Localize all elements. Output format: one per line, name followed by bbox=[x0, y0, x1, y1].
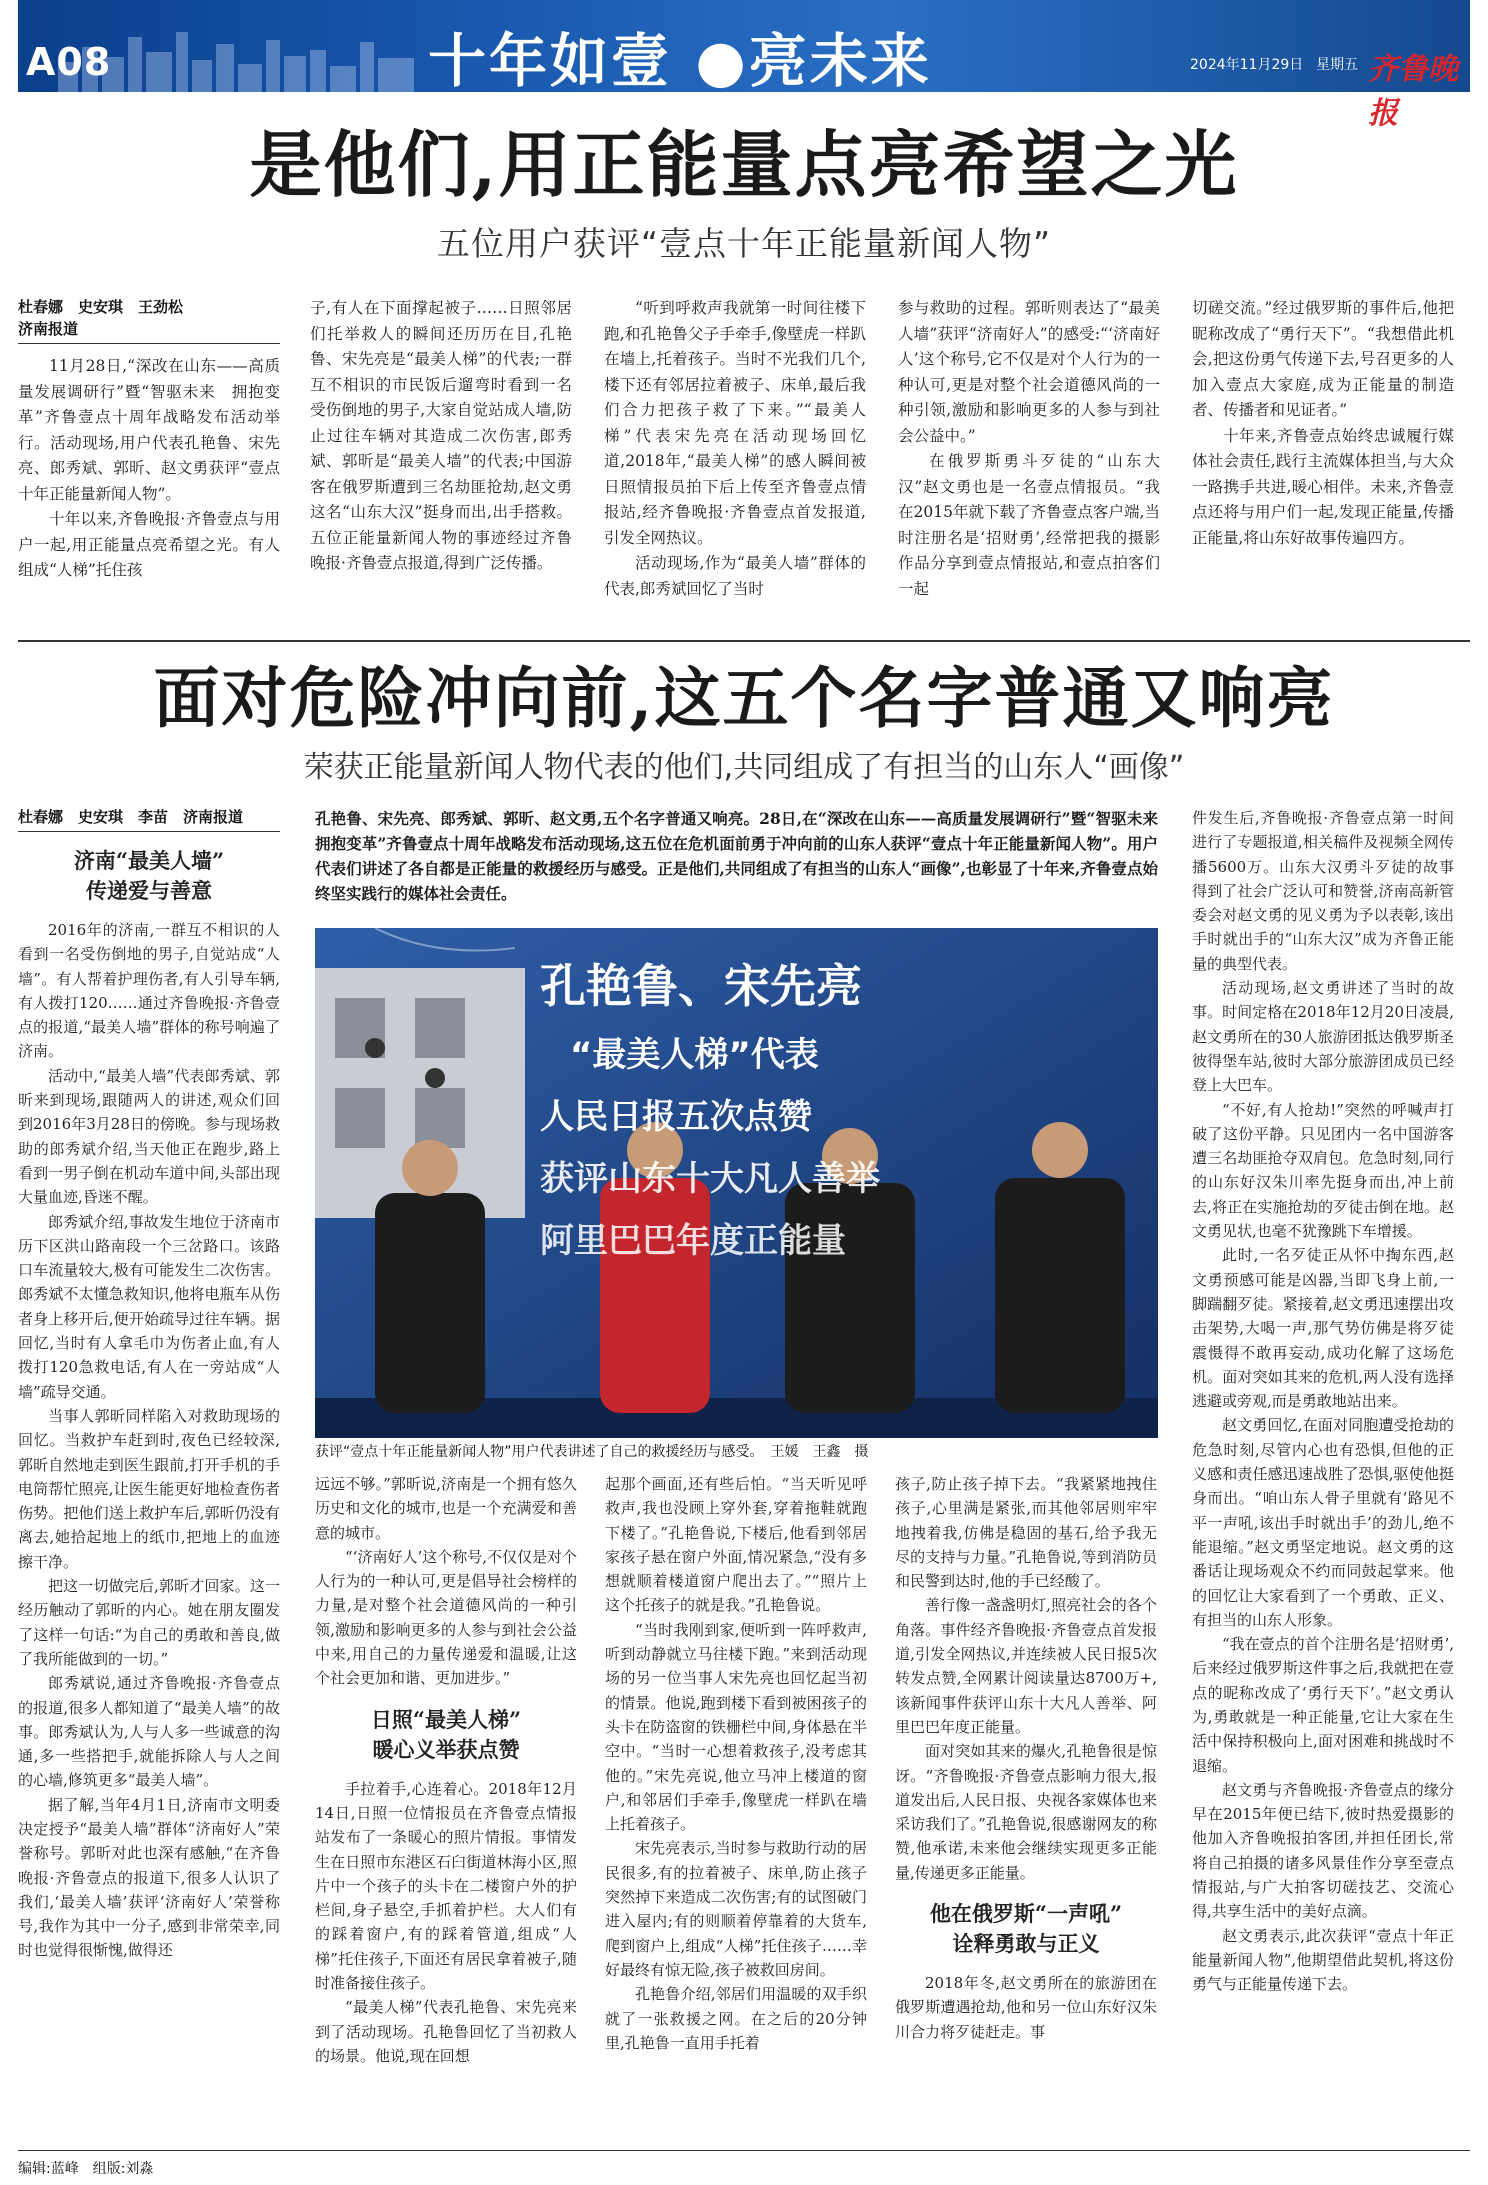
event-photo bbox=[315, 928, 1158, 1438]
article1-byline bbox=[18, 296, 280, 344]
footer-rule bbox=[18, 2150, 1470, 2151]
paragraph: 当事人郭昕同样陷入对救助现场的回忆。当救护车赶到时,夜色已经较深,郭昕自然地走到医生跟前,打开手机的手电筒帮忙照亮,让医生能更好地检查伤者伤势。把他们送上救护车后,郭昕仍没有离去,她拾起地上的纸巾,把地上的血迹擦干净。 bbox=[18, 1406, 280, 1571]
article1-authors: 杜春娜 史安琪 王劲松 bbox=[18, 298, 184, 316]
section-title: 十年如壹 ●亮未来 bbox=[428, 27, 932, 95]
paragraph: 活动现场,赵文勇讲述了当时的故事。时间定格在2018年12月20日凌晨,赵文勇所在的30人旅游团抵达俄罗斯圣彼得堡车站,彼时大部分旅游团成员已经登上大巴车。 bbox=[1192, 979, 1454, 1095]
paragraph: 2018年冬,赵文勇所在的旅游团在俄罗斯遭遇抢劫,他和另一位山东好汉朱川合力将歹徒赶走。事 bbox=[895, 1974, 1157, 2041]
footer-editor-credit: 编辑:蓝峰 组版:刘淼 bbox=[18, 2161, 154, 2177]
paragraph: “不好,有人抢劫!”突然的呼喊声打破了这份平静。只见团内一名中国游客遭三名劫匪抢夺双肩包。危急时刻,同行的山东好汉朱川率先挺身而出,冲上前去,将正在实施抢劫的歹徒击倒在地。赵文勇见状,也毫不犹豫跳下车增援。 bbox=[1192, 1100, 1454, 1241]
paragraph: 郎秀斌说,通过齐鲁晚报·齐鲁壹点的报道,很多人都知道了“最美人墙”的故事。郎秀斌认为,人与人多一些诚意的沟通,多一些搭把手,就能拆除人与人之间的心墙,修筑更多“最美人墙”。 bbox=[18, 1674, 280, 1790]
subhead-jinan-wall: 济南“最美人墙” 传递爱与善意 bbox=[73, 848, 225, 903]
subhead-rizhao-ladder: 日照“最美人梯” 暖心义举获点赞 bbox=[370, 1706, 522, 1762]
paragraph: 赵文勇与齐鲁晚报·齐鲁壹点的缘分早在2015年便已结下,彼时热爱摄影的他加入齐鲁晚报拍客团,并担任团长,常将自己拍摄的诸多风景佳作分享至壹点情报站,与广大拍客切磋技艺、交流心得,共享生活中的美好点滴。 bbox=[1192, 1780, 1454, 1921]
paragraph: 2016年的济南,一群互不相识的人看到一名受伤倒地的男子,自觉站成“人墙”。有人帮着护理伤者,有人引导车辆,有人拨打120……通过齐鲁晚报·齐鲁壹点的报道,“最美人墙”群体的称号响遍了济南。 bbox=[18, 921, 280, 1061]
subhead-russia-roar: 他在俄罗斯“一声吼” 诠释勇敢与正义 bbox=[929, 1901, 1123, 1957]
paragraph: 远远不够。”郭昕说,济南是一个拥有悠久历史和文化的城市,也是一个充满爱和善意的城市。 bbox=[315, 1475, 577, 1542]
photo-caption: 获评“壹点十年正能量新闻人物”用户代表讲述了自己的救援经历与感受。 王媛 王鑫 摄 bbox=[315, 1444, 869, 1460]
paragraph: 件发生后,齐鲁晚报·齐鲁壹点第一时间进行了专题报道,相关稿件及视频全网传播5600万。山东大汉勇斗歹徒的故事得到了社会广泛认可和赞誉,济南高新管委会对赵文勇的见义勇为予以表彰,该出手时就出手的“山东大汉”成为齐鲁正能量的典型代表。 bbox=[1192, 809, 1454, 973]
paragraph: 参与救助的过程。郭昕则表达了“最美人墙”获评“济南好人”的感受:“‘济南好人’这个称号,它不仅是对个人行为的一种认可,更是对整个社会道德风尚的一种引领,激励和影响更多的人参与到社会公益中。” bbox=[898, 299, 1160, 445]
paragraph: 面对突如其来的爆火,孔艳鲁很是惊讶。“齐鲁晚报·齐鲁壹点影响力很大,报道发出后,人民日报、央视各家媒体也来采访我们了。”孔艳鲁说,很感谢网友的称赞,他承诺,未来他会继续实现更多正能量,传递更多正能量。 bbox=[895, 1742, 1157, 1882]
paragraph: 此时,一名歹徒正从怀中掏东西,赵文勇预感可能是凶器,当即飞身上前,一脚踹翻歹徒。紧接着,赵文勇迅速摆出攻击架势,大喝一声,那气势仿佛是将歹徒震慑得不敢再妄动,成功化解了这场危机。面对突如其来的危机,两人没有选择逃避或旁观,而是勇敢地站出来。 bbox=[1192, 1246, 1454, 1411]
paragraph: “听到呼救声我就第一时间往楼下跑,和孔艳鲁父子手牵手,像壁虎一样趴在墙上,托着孩子。当时不光我们几个,楼下还有邻居拉着被子、床单,最后我们合力把孩子救了下来。”“最美人梯”代表宋先亮在活动现场回忆道,2018年,“最美人梯”的感人瞬间被日照情报员拍下后上传至齐鲁壹点情报站,经齐鲁晚报·齐鲁壹点首发报道,引发全网热议。 bbox=[604, 299, 866, 547]
page-number: A08 bbox=[26, 40, 112, 84]
article1-column-3 bbox=[604, 296, 866, 602]
paragraph: “当时我刚到家,便听到一阵呼救声,听到动静就立马往楼下跑。”来到活动现场的另一位当事人宋先亮也回忆起当初的情景。他说,跑到楼下看到被困孩子的头卡在防盗窗的铁栅栏中间,身体悬在半空中。“当时一心想着救孩子,没考虑其他的。”宋先亮说,他立马冲上楼道的窗户,和邻居们手牵手,像壁虎一样趴在墙上托着孩子。 bbox=[605, 1620, 867, 1834]
article2-byline-box bbox=[18, 806, 280, 832]
city-skyline-graphic bbox=[58, 22, 418, 92]
screen-line-1: 孔艳鲁、宋先亮 bbox=[540, 959, 862, 1013]
paragraph: “‘济南好人’这个称号,不仅仅是对个人行为的一种认可,更是倡导社会榜样的力量,是对整个社会道德风尚的一种引领,激励和影响更多的人参与到社会公益中来,用自己的力量传递爱和温暖,让这个社会更加和谐、更加进步。” bbox=[315, 1547, 577, 1688]
paragraph: 切磋交流。”经过俄罗斯的事件后,他把昵称改成了“勇行天下”。“我想借此机会,把这份勇气传递下去,号召更多的人加入壹点大家庭,成为正能量的制造者、传播者和见证者。” bbox=[1192, 299, 1454, 419]
article1-headline: 是他们,用正能量点亮希望之光 bbox=[249, 122, 1239, 207]
section-divider bbox=[18, 640, 1470, 642]
paragraph: 孩子,防止孩子掉下去。“我紧紧地拽住孩子,心里满是紧张,而其他邻居则牢牢地拽着我,仿佛是稳固的基石,给予我无尽的支持与力量。”孔艳鲁说,等到消防员和民警到达时,他的手已经酸了。 bbox=[895, 1475, 1157, 1591]
screen-line-5: 阿里巴巴年度正能量 bbox=[540, 1221, 846, 1261]
photo-screen-text bbox=[540, 948, 1140, 1272]
article2-right-column bbox=[1192, 806, 1454, 1997]
article1-subheadline: 五位用户获评“壹点十年正能量新闻人物” bbox=[436, 224, 1052, 263]
article2-middle-column-3 bbox=[895, 1472, 1157, 2044]
header-banner bbox=[18, 0, 1470, 131]
paragraph: 子,有人在下面撑起被子……日照邻居们托举救人的瞬间还历历在目,孔艳鲁、宋先亮是“最美人梯”的代表;一群互不相识的市民饭后遛弯时看到一名受伤倒地的男子,大家自觉站成人墙,防止过往车辆对其造成二次伤害,郎秀斌、郭昕是“最美人墙”的代表;中国游客在俄罗斯遭到三名劫匪抢劫,赵文勇这名“山东大汉”挺身而出,出手搭救。五位正能量新闻人物的事迹经过齐鲁晚报·齐鲁壹点报道,得到广泛传播。 bbox=[310, 299, 572, 572]
paragraph: 11月28日,“深改在山东——高质量发展调研行”暨“智驱未来 拥抱变革”齐鲁壹点十周年战略发布活动举行。活动现场,用户代表孔艳鲁、宋先亮、郎秀斌、郭昕、赵文勇获评“壹点十年正能量新闻人物”。 bbox=[18, 357, 280, 503]
article1-column-5 bbox=[1192, 296, 1454, 551]
paragraph: 手拉着手,心连着心。2018年12月14日,日照一位情报员在齐鲁壹点情报站发布了一条暖心的照片情报。事情发生在日照市东港区石臼街道林海小区,照片中一个孩子的头卡在二楼窗户外的护栏间,身子悬空,手抓着护栏。大人们有的踩着窗户,有的踩着管道,组成“人梯”托住孩子,下面还有居民拿着被子,随时准备接住孩子。 bbox=[315, 1779, 577, 1993]
paragraph: 据了解,当年4月1日,济南市文明委决定授予“最美人墙”群体“济南好人”荣誉称号。郭昕对此也深有感触,“在齐鲁晚报·齐鲁壹点的报道下,很多人认识了我们,‘最美人墙’获评‘济南好人’荣誉称号,我作为其中一分子,感到非常荣幸,同时也觉得很惭愧,做得还 bbox=[18, 1795, 280, 1960]
article1-location: 济南报道 bbox=[18, 320, 79, 338]
paragraph: 十年以来,齐鲁晚报·齐鲁壹点与用户一起,用正能量点亮希望之光。有人组成“人梯”托住孩 bbox=[18, 510, 280, 579]
paragraph: “最美人梯”代表孔艳鲁、宋先亮来到了活动现场。孔艳鲁回忆了当初救人的场景。他说,现在回想 bbox=[315, 1998, 577, 2065]
paragraph: 孔艳鲁介绍,邻居们用温暖的双手织就了一张救援之网。在之后的20分钟里,孔艳鲁一直用手托着 bbox=[605, 1985, 867, 2052]
paragraph: 活动中,“最美人墙”代表郎秀斌、郭昕来到现场,跟随两人的讲述,观众们回到2016年3月28日的傍晚。参与现场救助的郎秀斌介绍,当天他正在跑步,路上看到一男子倒在机动车道中间,头部出现大量血迹,昏迷不醒。 bbox=[18, 1066, 280, 1207]
article2-middle-column-1 bbox=[315, 1472, 577, 2068]
article2-middle-column-2 bbox=[605, 1472, 867, 2055]
paragraph: 善行像一盏盏明灯,照亮社会的各个角落。事件经齐鲁晚报·齐鲁壹点首发报道,引发全网热议,并连续被人民日报5次转发点赞,全网累计阅读量达8700万+,该新闻事件获评山东十大凡人善举、阿里巴巴年度正能量。 bbox=[895, 1596, 1157, 1736]
paragraph: 把这一切做完后,郭昕才回家。这一经历触动了郭昕的内心。她在朋友圈发了这样一句话:“为自己的勇敢和善良,做了我所能做到的一切。” bbox=[18, 1577, 280, 1668]
paragraph: 宋先亮表示,当时参与救助行动的居民很多,有的拉着被子、床单,防止孩子突然掉下来造成二次伤害;有的试图破门进入屋内;有的则顺着停靠着的大货车,爬到窗户上,组成“人梯”托住孩子……幸好最终有惊无险,孩子被救回房间。 bbox=[605, 1839, 867, 1979]
article1-column-4 bbox=[898, 296, 1160, 602]
article2-subheadline: 荣获正能量新闻人物代表的他们,共同组成了有担当的山东人“画像” bbox=[303, 750, 1185, 785]
article2-headline: 面对危险冲向前,这五个名字普通又响亮 bbox=[153, 659, 1335, 737]
article2-left-column bbox=[18, 806, 280, 1963]
issue-date: 2024年11月29日 bbox=[1190, 57, 1304, 73]
paragraph: 赵文勇表示,此次获评“壹点十年正能量新闻人物”,他期望借此契机,将这份勇气与正能量传递下去。 bbox=[1192, 1926, 1454, 1994]
paragraph: 起那个画面,还有些后怕。“当天听见呼救声,我也没顾上穿外套,穿着拖鞋就跑下楼了。”孔艳鲁说,下楼后,他看到邻居家孩子悬在窗户外面,情况紧急,“没有多想就顺着楼道窗户爬出去了。”“照片上这个托孩子的就是我。”孔艳鲁说。 bbox=[605, 1475, 867, 1615]
paragraph: 活动现场,作为“最美人墙”群体的代表,郎秀斌回忆了当时 bbox=[604, 554, 866, 598]
article1-column-1 bbox=[18, 296, 280, 584]
article2-byline: 杜春娜 史安琪 李苗 济南报道 bbox=[18, 808, 244, 826]
article1-column-2 bbox=[310, 296, 572, 577]
screen-line-2: “最美人梯”代表 bbox=[570, 1035, 819, 1075]
paragraph: 在俄罗斯勇斗歹徒的“山东大汉”赵文勇也是一名壹点情报员。“我在2015年就下载了齐鲁壹点客户端,当时注册名是‘招财勇’,经常把我的摄影作品分享到壹点情报站,和壹点拍客们一起 bbox=[898, 452, 1160, 598]
newspaper-logo: 齐鲁晚报 bbox=[1368, 52, 1458, 131]
paragraph: 赵文勇回忆,在面对同胞遭受抢劫的危急时刻,尽管内心也有恐惧,但他的正义感和责任感迅速战胜了恐惧,驱使他挺身而出。“咱山东人骨子里就有‘路见不平一声吼,该出手时就出手’的劲儿,绝不能退缩。”赵文勇坚定地说。赵文勇的这番话让现场观众不约而同鼓起掌来。他的回忆让大家看到了一个勇敢、正义、有担当的山东人形象。 bbox=[1192, 1416, 1454, 1629]
screen-line-4: 获评山东十大凡人善举 bbox=[540, 1159, 880, 1199]
paragraph: “我在壹点的首个注册名是‘招财勇’,后来经过俄罗斯这件事之后,我就把在壹点的昵称改成了‘勇行天下’。”赵文勇认为,勇敢就是一种正能量,它让大家在生活中保持积极向上,面对困难和挑战时不退缩。 bbox=[1192, 1635, 1454, 1775]
issue-weekday: 星期五 bbox=[1316, 57, 1358, 73]
paragraph: 十年来,齐鲁壹点始终忠诚履行媒体社会责任,践行主流媒体担当,与大众一路携手共进,暖心相伴。未来,齐鲁壹点还将与用户们一起,发现正能量,传播正能量,将山东好故事传遍四方。 bbox=[1192, 426, 1454, 547]
article2-lead: 孔艳鲁、宋先亮、郎秀斌、郭昕、赵文勇,五个名字普通又响亮。28日,在“深改在山东——高质量发展调研行”暨“智驱未来 拥抱变革”齐鲁壹点十周年战略发布活动现场,这五位在危机面前勇于冲向前的山东人获评“壹点十年正能量新闻人物”。用户代表们讲述了各自都是正能量的救援经历与感受。正是他们,共同组成了有担当的山东人“画像”,也彰显了十年来,齐鲁壹点始终坚实践行的媒体社会责任。 bbox=[315, 809, 1174, 903]
paragraph: 郎秀斌介绍,事故发生地位于济南市历下区洪山路南段一个三岔路口。该路口车流量较大,极有可能发生二次伤害。郎秀斌不太懂急救知识,他将电瓶车从伤者身上移开后,便开始疏导过往车辆。据回忆,当时有人拿毛巾为伤者止血,有人拨打120急救电话,有人在一旁站成“人墙”疏导交通。 bbox=[18, 1212, 280, 1401]
screen-line-3: 人民日报五次点赞 bbox=[540, 1097, 812, 1137]
